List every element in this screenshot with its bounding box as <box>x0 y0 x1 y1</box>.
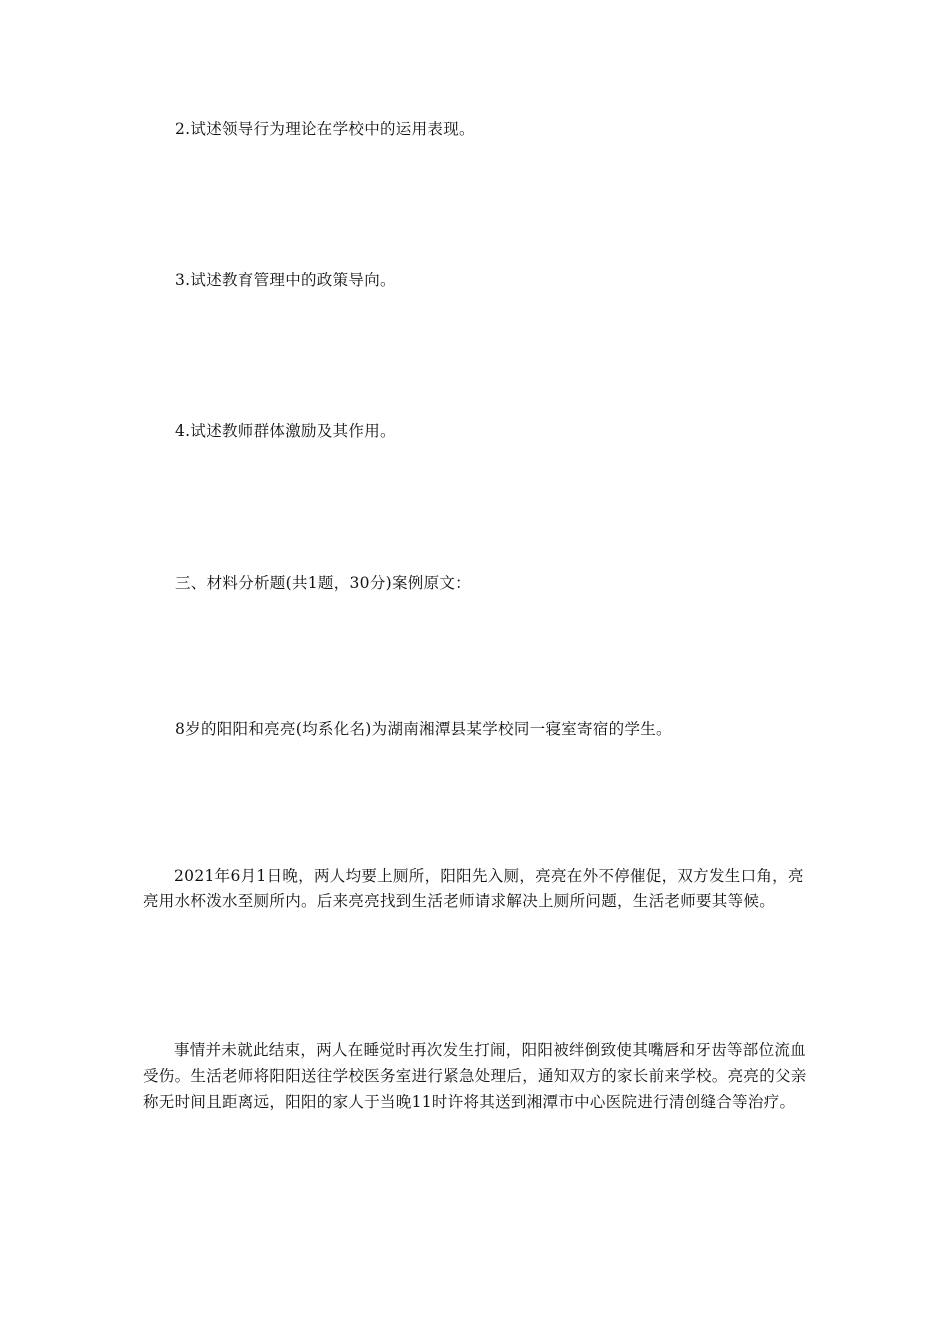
case-paragraph-3: 事情并未就此结束，两人在睡觉时再次发生打闹，阳阳被绊倒致使其嘴唇和牙齿等部位流血受伤。生活老师将阳阳送往学校医务室进行紧急处理后，通知双方的家长前来学校。亮亮的父亲称无时间且距离远，阳阳的家人于当晚11时许将其送到湘潭市中心医院进行清创缝合等治疗。 <box>143 1041 807 1111</box>
case-paragraph-1: 8岁的阳阳和亮亮(均系化名)为湖南湘潭县某学校同一寝室寄宿的学生。 <box>175 720 672 738</box>
section-heading-material-analysis: 三、材料分析题(共1题，30分)案例原文： <box>175 574 471 592</box>
question-4: 4.试述教师群体激励及其作用。 <box>175 422 396 440</box>
question-3: 3.试述教育管理中的政策导向。 <box>175 271 396 289</box>
case-paragraph-2: 2021年6月1日晚，两人均要上厕所，阳阳先入厕，亮亮在外不停催促，双方发生口角，亮亮用水杯泼水至厕所内。后来亮亮找到生活老师请求解决上厕所问题，生活老师要其等候。 <box>143 867 804 910</box>
question-2: 2.试述领导行为理论在学校中的运用表现。 <box>175 120 475 138</box>
